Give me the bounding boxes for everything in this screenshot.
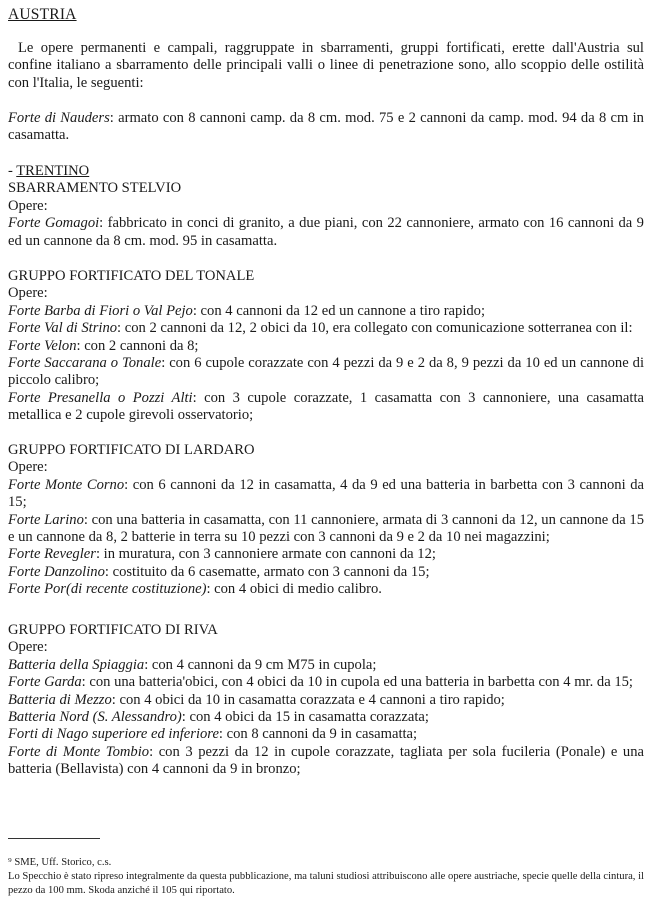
- section-heading: [8, 163, 644, 180]
- section-heading: GRUPPO FORTIFICATO DEL TONALE: [8, 268, 255, 284]
- fort-entry-nauders: [8, 110, 644, 145]
- fort-description: : con 4 obici di medio calibro.: [206, 581, 382, 598]
- footnote-divider: [8, 838, 100, 839]
- opere-label: Opere:: [8, 639, 48, 656]
- section-heading: GRUPPO FORTIFICATO DI LARDARO: [8, 442, 255, 458]
- fort-name: Batteria della Spiaggia: [8, 656, 145, 673]
- opere-label: Opere:: [8, 197, 48, 214]
- fort-description: : con una batteria in casamatta, con 11 cannoniere, armata di 3 cannoni da 12, un cannone da 15 e un cannone da 8, 2 batterie in terra su 10 pezzi con 3 cannoni da 9 e 2 da 10 nei magazzini;: [8, 511, 644, 546]
- opere-label: Opere:: [8, 285, 48, 302]
- section-tonale: [8, 268, 644, 425]
- list-item: [8, 512, 644, 547]
- fort-description: : con 4 obici da 10 in casamatta corazzata e 4 cannoni a tiro rapido;: [111, 691, 505, 708]
- fort-name: Forte Revegler: [8, 546, 96, 563]
- fort-name: Forte Velon: [8, 337, 77, 354]
- fort-description: : con 4 cannoni da 9 cm M75 in cupola;: [144, 656, 377, 673]
- list-item: [8, 726, 644, 743]
- list-item: [8, 303, 644, 320]
- fort-name: Forte Saccarana o Tonale: [8, 355, 162, 372]
- list-item: [8, 692, 644, 709]
- list-item: [8, 215, 644, 250]
- fort-name: Forte Val di Strino: [8, 320, 118, 337]
- fort-description: : con una batteria'obici, con 4 obici da 10 in cupola ed una batteria in barbetta con 4 mr. da 15;: [81, 674, 633, 691]
- footnotes: [8, 856, 644, 898]
- fort-name: Forte di Nauders: [8, 110, 110, 126]
- fort-description: : con 3 cupole corazzate, 1 casamatta con 3 cannoniere, una casamatta metallica e 2 cupole girevoli osservatorio;: [8, 389, 644, 424]
- fort-description: : con 6 cupole corazzate con 4 pezzi da 9 e 2 da 8, 9 pezzi da 10 ed un cannone di piccolo calibro;: [8, 355, 644, 389]
- fort-name: Batteria di Mezzo: [8, 691, 112, 708]
- fort-name: Forte Monte Corno: [8, 476, 125, 493]
- fort-description: : fabbricato in conci di granito, a due piani, con 22 cannoniere, armato con 16 cannoni da 9 ed un cannone da 8 cm. mod. 95 in casamatta.: [8, 215, 644, 249]
- heading-trentino: TRENTINO: [16, 163, 90, 179]
- section-trentino: [8, 163, 644, 250]
- list-item: [8, 338, 644, 355]
- fort-name: Forte Danzolino: [8, 563, 105, 580]
- page-title: AUSTRIA: [8, 6, 77, 23]
- fort-description: : in muratura, con 3 cannoniere armate con cannoni da 12;: [95, 546, 436, 563]
- list-item: [8, 744, 644, 779]
- list-item: [8, 709, 644, 726]
- fort-name: Forte Garda: [8, 674, 82, 691]
- fort-name: Batteria Nord (S. Alessandro): [8, 709, 182, 726]
- fort-description: : con 3 pezzi da 12 in cupole corazzate, tagliata per sola fucileria (Ponale) e una batteria (Bellavista) con 4 cannoni da 9 in bronzo;: [8, 743, 645, 778]
- section-heading: GRUPPO FORTIFICATO DI RIVA: [8, 622, 218, 638]
- list-item: [8, 657, 644, 674]
- fort-name: Forte Gomagoi: [8, 215, 100, 232]
- list-item: [8, 320, 644, 337]
- fort-description: : con 6 cannoni da 12 in casamatta, 4 da 9 ed una batteria in barbetta con 3 cannoni da 15;: [8, 476, 644, 511]
- fort-name: Forte Por(di recente costituzione): [8, 581, 207, 598]
- fort-name: Forte Presanella o Pozzi Alti: [8, 389, 193, 406]
- section-lardaro: [8, 442, 644, 599]
- list-item: [8, 355, 644, 390]
- fort-name: Forte Larino: [8, 511, 84, 528]
- footnote-source: ⁹ SME, Uff. Storico, c.s.: [8, 857, 112, 868]
- list-item: [8, 477, 644, 512]
- fort-description: : con 2 cannoni da 8;: [76, 337, 199, 354]
- list-item: [8, 390, 644, 425]
- list-item: [8, 564, 644, 581]
- fort-description: : con 8 cannoni da 9 in casamatta;: [218, 726, 418, 743]
- list-item: [8, 581, 644, 598]
- opere-label: Opere:: [8, 459, 48, 476]
- fort-name: Forti di Nago superiore ed inferiore: [8, 726, 219, 743]
- intro-paragraph: Le opere permanenti e campali, raggruppate in sbarramenti, gruppi fortificati, erette dall'Austria sul confine italiano a sbarramento delle principali valli o linee di penetrazione sono, allo scoppio delle ostilità con l'Italia, le seguenti:: [8, 40, 644, 91]
- heading-dash: -: [8, 163, 17, 179]
- list-item: [8, 546, 644, 563]
- fort-description: : costituito da 6 casematte, armato con 3 cannoni da 15;: [104, 563, 430, 580]
- fort-description: : con 2 cannoni da 12, 2 obici da 10, era collegato con comunicazione sotterranea con il:: [117, 320, 633, 337]
- list-item: [8, 674, 644, 691]
- subheading-stelvio: SBARRAMENTO STELVIO: [8, 180, 182, 197]
- fort-description: : armato con 8 cannoni camp. da 8 cm. mod. 75 e 2 cannoni da camp. mod. 94 da 8 cm in casamatta.: [8, 110, 644, 144]
- fort-name: Forte di Monte Tombio: [8, 743, 150, 760]
- footnote-remark: Lo Specchio è stato ripreso integralmente da questa pubblicazione, ma taluni studiosi attribuiscono alle opere austriache, specie quelle della cintura, il pezzo da 100 mm. Skoda anziché il 105 qui riportato.: [8, 871, 644, 896]
- fort-name: Forte Barba di Fiori o Val Pejo: [8, 302, 193, 319]
- section-riva: [8, 622, 644, 779]
- fort-description: : con 4 cannoni da 12 ed un cannone a tiro rapido;: [192, 302, 486, 319]
- fort-description: : con 4 obici da 15 in casamatta corazzata;: [181, 709, 429, 726]
